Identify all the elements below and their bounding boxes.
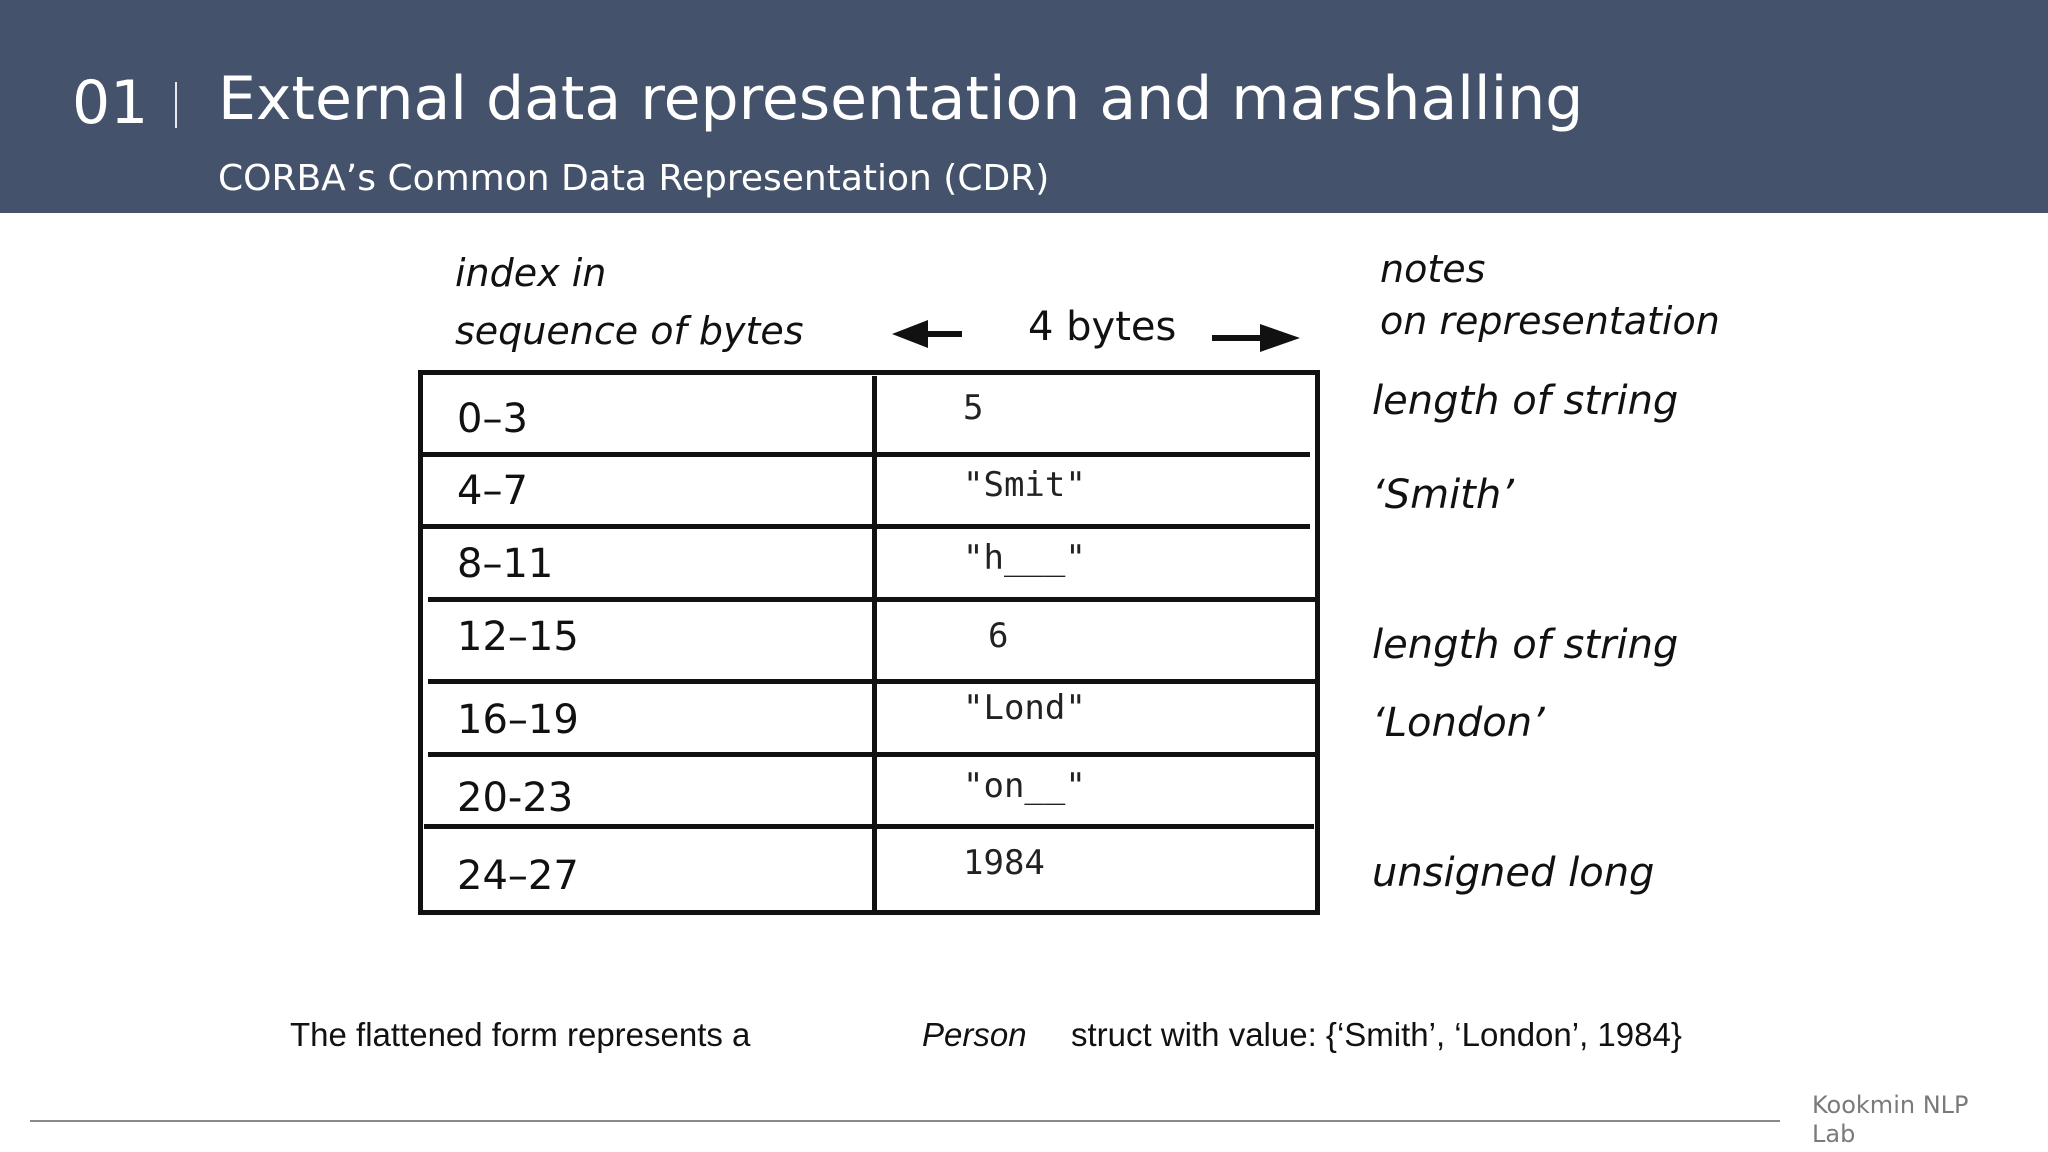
row-value: "h___"	[963, 538, 1086, 578]
left-arrow-icon	[892, 316, 972, 352]
row-divider	[428, 752, 1318, 757]
caption-type-name: Person	[922, 1016, 1027, 1053]
note-length-of-string: length of string	[1372, 378, 1679, 424]
row-index: 12–15	[457, 614, 579, 660]
caption-suffix: struct with value: {‘Smith’, ‘London’, 1984}	[1071, 1016, 1682, 1053]
index-heading-line1: index in	[455, 251, 607, 295]
row-divider	[428, 597, 1318, 602]
row-index: 0–3	[457, 396, 528, 442]
row-index: 24–27	[457, 853, 579, 899]
row-value: "on__"	[963, 766, 1086, 806]
row-value: 1984	[963, 843, 1045, 883]
row-index: 16–19	[457, 697, 579, 743]
slide-header	[0, 0, 2048, 213]
row-index: 8–11	[457, 541, 554, 587]
footer-brand: Kookmin NLP Lab	[1812, 1091, 1969, 1148]
right-arrow-icon	[1212, 316, 1302, 352]
caption-prefix: The flattened form represents a	[290, 1016, 751, 1053]
notes-heading-line2: on representation	[1380, 299, 1720, 343]
row-index: 4–7	[457, 468, 528, 514]
slide-title: External data representation and marshalling	[218, 64, 1584, 134]
note-london: ‘London’	[1372, 700, 1545, 746]
section-number: 01	[72, 68, 149, 138]
notes-heading-line1: notes	[1380, 247, 1486, 291]
note-length-of-string: length of string	[1372, 622, 1679, 668]
row-divider	[420, 452, 1310, 457]
note-unsigned-long: unsigned long	[1372, 850, 1655, 896]
byte-width-label: 4 bytes	[1028, 304, 1177, 350]
row-divider	[428, 679, 1318, 684]
slide-subtitle: CORBA’s Common Data Representation (CDR)	[218, 158, 1050, 199]
row-value: "Smit"	[963, 465, 1086, 505]
row-index: 20-23	[457, 775, 574, 821]
row-divider	[424, 824, 1314, 829]
row-value: 5	[963, 388, 984, 428]
row-value: 6	[988, 616, 1009, 656]
header-divider	[175, 82, 177, 128]
index-heading-line2: sequence of bytes	[455, 309, 804, 353]
note-smith: ‘Smith’	[1372, 472, 1514, 518]
row-value: "Lond"	[963, 688, 1086, 728]
row-divider	[420, 524, 1310, 529]
footer-rule	[30, 1120, 1780, 1122]
